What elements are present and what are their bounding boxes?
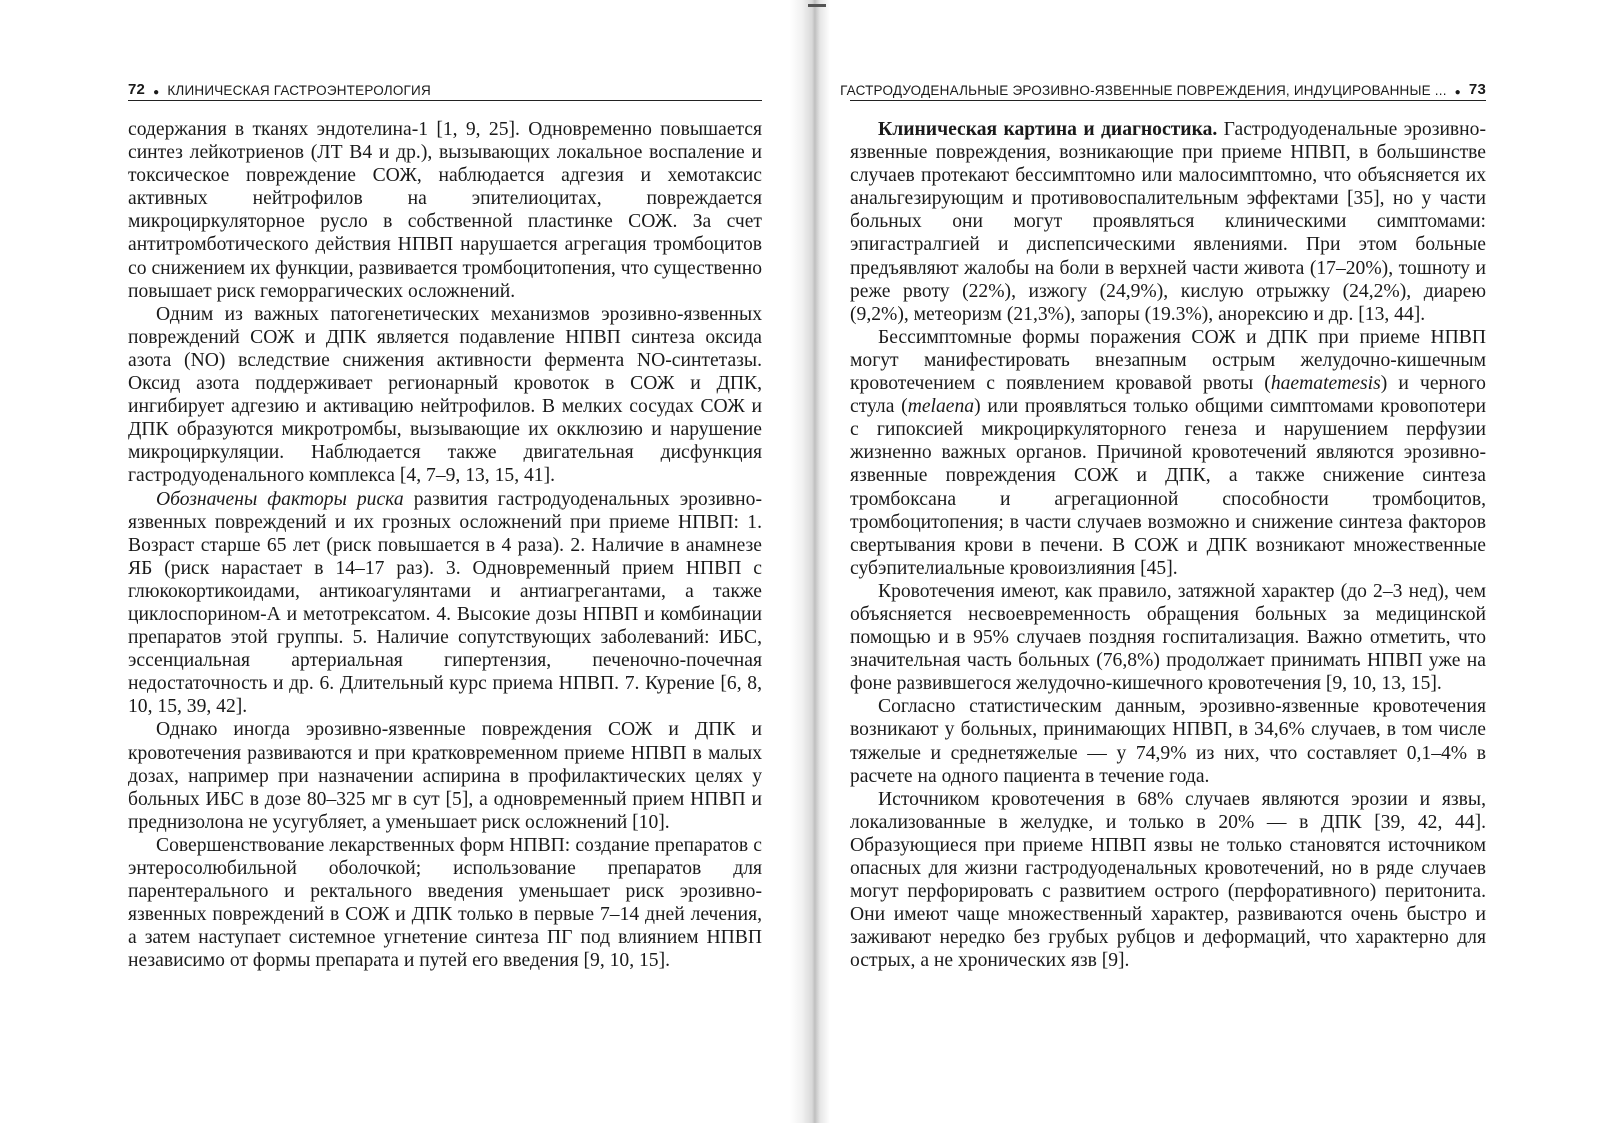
right-page bbox=[820, 0, 1600, 1123]
left-paragraph-1: содержания в тканях эндотелина-1 [1, 9, 25]. Одновременно повышается синтез лейкотриенов (ЛТ B4 и др.), вызывающих локальное воспаление и токсическое повреждение СОЖ, наблюдается адгезия и хемотаксис активных нейтрофилов на эпителиоцитах, повреждается микроциркуляторное русло в собственной пластинке СОЖ. За счет антитромботического действия НПВП нарушается агрегация тромбоцитов со снижением их функции, развивается тромбоцитопения, что существенно повышает риск геморрагических осложнений. bbox=[128, 119, 762, 302]
right-page-body bbox=[850, 118, 1486, 972]
right-page-number: 73 bbox=[1468, 81, 1486, 98]
right-paragraph-2-part-b: ) и черного стула ( bbox=[850, 373, 1486, 418]
left-paragraph-5: Совершенствование лекарственных форм НПВП: создание препаратов с энтеросолюбильной оболочкой; использование препаратов для парентерального и ректального введения уменьшает риск эрозивно-язвенных повреждений в СОЖ и ДПК только в первые 7–14 дней лечения, а затем наступает системное угнетение синтеза ПГ под влиянием НПВП независимо от формы препарата и путей его введения [9, 10, 15]. bbox=[128, 834, 762, 972]
header-bullet-icon: ● bbox=[1454, 87, 1461, 98]
header-bullet-icon: ● bbox=[153, 87, 160, 98]
term-melaena: melaena bbox=[907, 396, 975, 418]
right-paragraph-5: Источником кровотечения в 68% случаев являются эрозии и язвы, локализованные в желудке, и только в 20% — в ДПК [39, 42, 44]. Образующиеся при приеме НПВП язвы не только становятся источником опасных для жизни гастродуоденальных кровотечений, но в ряде случаев могут перфорировать с развитием острого (перфоративного) перитонита. Они имеют чаще множественный характер, развиваются очень быстро и заживают нередко без грубых рубцов и деформаций, что характерно для острых, а не хронических язв [9]. bbox=[850, 788, 1486, 972]
section-heading: Клиническая картина и диагностика. bbox=[878, 119, 1218, 140]
right-paragraph-1 bbox=[850, 118, 1486, 326]
left-page-number: 72 bbox=[128, 81, 146, 98]
right-paragraph-2 bbox=[850, 326, 1486, 580]
right-running-title: ГАСТРОДУОДЕНАЛЬНЫЕ ЭРОЗИВНО-ЯЗВЕННЫЕ ПОВРЕЖДЕНИЯ, ИНДУЦИРОВАННЫЕ ... bbox=[840, 83, 1447, 98]
left-paragraph-3-text: развития гастродуоденальных эрозивно-язвенных повреждений и их грозных осложнений при приеме НПВП: 1. Возраст старше 65 лет (риск повышается в 4 раза). 2. Наличие в анамнезе ЯБ (риск нарастает в 14–17 раз). 3. Одновременный прием НПВП с глюкокортикоидами, антикоагулянтами и антиагрегантами, а также циклоспорином-А и метотрексатом. 4. Высокие дозы НПВП и комбинации препаратов этой группы. 5. Наличие сопутствующих заболеваний: ИБС, эссенциальная артериальная гипертензия, печеночно-почечная недостаточность и др. 6. Длительный курс приема НПВП. 7. Курение [6, 8, 10, 15, 39, 42]. bbox=[128, 488, 762, 718]
right-paragraph-1-text: Гастродуоденальные эрозивно-язвенные повреждения, возникающие при приеме НПВП, в большинстве случаев протекают бессимптомно или малосимптомно, что объясняется их анальгезирующим и противовоспалительным эффектами [35], но у части больных они могут проявляться клиническими симптомами: эпигастралгией и диспепсическими явлениями. При этом больные предъявляют жалобы на боли в верхней части живота (17–20%), тошноту и реже рвоту (22%), изжогу (24,9%), кислую отрыжку (24,2%), диарею (9,2%), метеоризм (21,3%), запоры (19.3%), анорексию и др. [13, 44]. bbox=[850, 119, 1486, 325]
left-running-title: КЛИНИЧЕСКАЯ ГАСТРОЭНТЕРОЛОГИЯ bbox=[167, 83, 431, 98]
left-paragraph-3 bbox=[128, 488, 762, 719]
left-paragraph-2: Одним из важных патогенетических механизмов эрозивно-язвенных повреждений СОЖ и ДПК является подавление НПВП синтеза оксида азота (NO) вследствие снижения активности фермента NO-синтетазы. Оксид азота поддерживает регионарный кровоток в СОЖ и ДПК, ингибирует адгезию и активацию нейтрофилов. В мелких сосудах СОЖ и ДПК образуются микротромбы, вызывающие их окклюзию и нарушение микроциркуляции. Наблюдается также двигательная дисфункция гастродуоденального комплекса [4, 7–9, 13, 15, 41]. bbox=[128, 303, 762, 487]
right-paragraph-3: Кровотечения имеют, как правило, затяжной характер (до 2–3 нед), чем объясняется несвоевременность обращения больных за медицинской помощью и в 95% случаев поздняя госпитализация. Важно отметить, что значительная часть больных (76,8%) продолжает принимать НПВП уже на фоне развившегося желудочно-кишечного кровотечения [9, 10, 13, 15]. bbox=[850, 580, 1486, 695]
term-haematemesis: haematemesis bbox=[1270, 373, 1381, 395]
right-paragraph-2-part-c: ) или проявляться только общими симптомами кровопотери с гипоксией микроциркуляторного генеза и нарушением перфузии жизненно важных органов. Причиной кровотечений являются эрозивно-язвенные повреждения СОЖ и ДПК, а также снижение синтеза тромбоксана и агрегационной способности тромбоцитов, тромбоцитопения; в части случаев возможно и снижение синтеза факторов свертывания крови в печени. В СОЖ и ДПК возникают множественные субэпителиальные кровоизлияния [45]. bbox=[850, 396, 1486, 579]
left-paragraph-4: Однако иногда эрозивно-язвенные повреждения СОЖ и ДПК и кровотечения развиваются и при кратковременном приеме НПВП в малых дозах, например при назначении аспирина в профилактических целях у больных ИБС в дозе 80–325 мг в сут [5], а одновременный прием НПВП и преднизолона не усугубляет, а уменьшает риск осложнений [10]. bbox=[128, 719, 762, 833]
risk-factors-runin: Обозначены факторы риска bbox=[156, 488, 404, 510]
right-paragraph-4: Согласно статистическим данным, эрозивно-язвенные кровотечения возникают у больных, принимающих НПВП, в 34,6% случаев, в том числе тяжелые и среднетяжелые — у 74,9% из них, что составляет 0,1–4% в расчете на одного пациента в течение года. bbox=[850, 696, 1486, 787]
left-page-body bbox=[128, 118, 762, 972]
right-page-header bbox=[840, 76, 1486, 101]
right-paragraph-2-part-a: Бессимптомные формы поражения СОЖ и ДПК при приеме НПВП могут манифестировать внезапным острым желудочно-кишечным кровотечением с появлением кровавой рвоты ( bbox=[850, 326, 1486, 395]
left-page-header bbox=[128, 76, 762, 101]
